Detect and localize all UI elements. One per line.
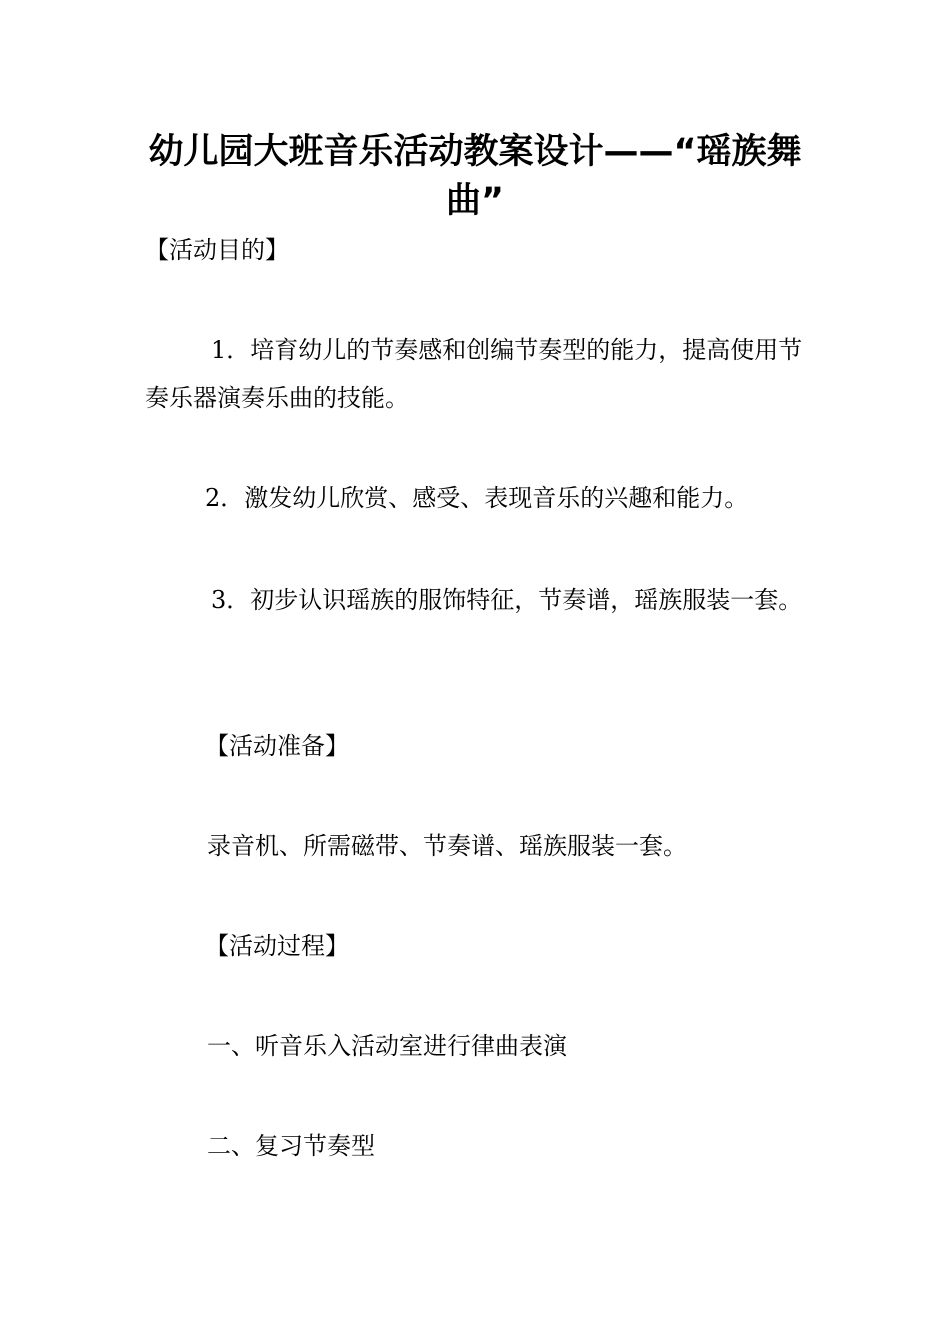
- goal-item-2: 2．激发幼儿欣赏、感受、表现音乐的兴趣和能力。: [205, 484, 749, 512]
- goals-heading: 【活动目的】: [145, 236, 289, 264]
- process-step-2: 二、复习节奏型: [207, 1132, 375, 1160]
- process-step-1: 一、听音乐入活动室进行律曲表演: [207, 1032, 567, 1060]
- prep-heading: 【活动准备】: [205, 732, 349, 760]
- goal-item-1: 1．培育幼儿的节奏感和创编节奏型的能力，提高使用节奏乐器演奏乐曲的技能。: [145, 336, 803, 412]
- process-heading: 【活动过程】: [205, 932, 349, 960]
- document-title: 幼儿园大班音乐活动教案设计——“瑶族舞曲”: [148, 132, 802, 221]
- prep-text: 录音机、所需磁带、节奏谱、瑶族服装一套。: [207, 832, 687, 860]
- goal-item-3: 3．初步认识瑶族的服饰特征，节奏谱，瑶族服装一套。: [211, 586, 803, 614]
